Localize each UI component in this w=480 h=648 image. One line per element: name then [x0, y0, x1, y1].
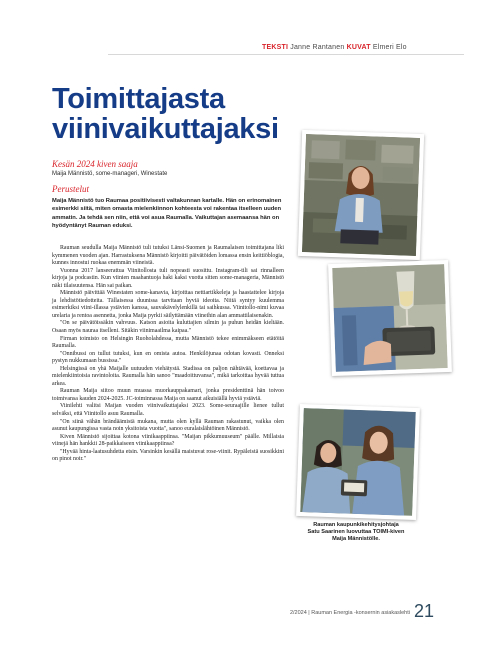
wine-glass-photo-image	[332, 264, 448, 372]
body-paragraph: "On siinä vähän brändäämistä mukana, mutta olen kyllä Rauman rakastunut, vaikka olen asunut kaupungissa vasta noin yksitoista vuotta", sanoo euralaislähtöinen Männistö.	[52, 418, 284, 433]
body-paragraph: Helsingissä on yhä Maijalle uutuuden viehätystä. Stadissa on paljon nähtävää, koettavaa ja mielenkiintoisia ravintoloita. Raumalla hän sanoo "maadoittuvansa", mikä tarkoittaa hyvää tuttua arkea.	[52, 365, 284, 387]
reasons-title: Perustelut	[52, 184, 89, 194]
credits-photo-author: Elmeri Elo	[372, 44, 407, 51]
body-paragraph: Viinilehti valitsi Maijan vuoden viinivaikuttajaksi 2023. Some-seuraajille lienee tullut selväksi, että Viinitollo asuu Raumalla.	[52, 403, 284, 418]
photo-portrait-stone-wall	[298, 130, 424, 260]
header-rule	[108, 54, 464, 55]
page-number: 21	[414, 601, 435, 621]
reasons-lead: Maija Männistö tuo Raumaa positiivisesti valtakunnan kartalle. Hän on erinomainen esimerkki siitä, miten omasta mielenkiinnon kohteesta voi rakentaa itselleen uuden ammatin. Ja tehdä sen niin, että voi asua Raumalla. Vaikuttajan asemaansa hän on hyödyntänyt Rauman eduksi.	[52, 198, 282, 230]
body-paragraph: Männistö päivittää Winestaten some-kanavia, kirjoittaa nettiartikkeleja ja haastattelee kirjoja ja lehdistötiedotteita. Tällaisessa duunissa tarvitaan hyviä ideoita. Niitä syntyy kuulemma esimerkiksi viini-illassa ystävien kanssa, sauvakävelylenkillä tai saihkussa. Viinitollo-nimi kuvaa urelaria ja rentoa asennetta, jonka Maija pyrkii säilyttämään viineihin alan ammattilaisenakin.	[52, 290, 284, 319]
headline-line-1: Toimittajasta	[52, 83, 225, 115]
award-recipient: Maija Männistö, some-manageri, Winestate	[52, 171, 168, 177]
award-photo-image	[300, 408, 416, 516]
photo-caption	[296, 522, 416, 543]
body-paragraph: Rauman seudulla Maija Männistö tuli tutuksi Länsi-Suomen ja Raumalaisen toimittajana liki kymmenen vuoden ajan. Harrastuksena Männistö kirjoitti päivätöiden lomassa ensin keittiöblogia, kunnes innostui ruokaa enemmän viineistä.	[52, 245, 284, 267]
caption-line-3: Maija Männistölle.	[332, 536, 380, 542]
body-paragraph: "Hyvää hinta-laatusuhdetta etsin. Varsinkin kesällä maistuvat rose-viinit. Rypäleistä suosikkini on pinot noir."	[52, 448, 284, 463]
credits-photo-label: KUVAT	[346, 44, 371, 51]
body-paragraph: Vuonna 2017 lanseerattua Viinitollosta tuli nopeasti suosittu. Instagram-tili sai rinnalleen kirjoja ja podcastin. Kun viinien maahantuoja haki kaksi vuotta sitten some-manageria, Männistö näki tilaisuutensa. Hän sai paikan.	[52, 267, 284, 289]
body-paragraph: Kiven Männistö sijoittaa kotona viinikaappiinsa. "Maijan pikkumuuseum" päälle. Millaisia viinejä hän hankkii 28-paikkaiseen viinikaappiinsa?	[52, 433, 284, 448]
body-paragraph: "On se päivätöissäkin vahvuus. Katson asioita kuluttajien silmin ja puhun heidän kieltään. Osaan myös nauraa itselleni. Sitäkin viinimaailma kaipaa."	[52, 320, 284, 335]
footer-publication: 2/2024 | Rauman Energia -konsernin asiakaslehti	[289, 610, 410, 616]
credits	[262, 44, 462, 51]
headline-line-2: viinivaikuttajaksi	[52, 113, 279, 145]
photo-wine-glass-stone	[328, 260, 452, 376]
article-body	[52, 245, 284, 464]
photo-award-handover	[296, 404, 420, 520]
award-title: Kesän 2024 kiven saaja	[52, 159, 138, 169]
caption-line-1: Rauman kaupunkikehitysjohtaja	[313, 522, 399, 528]
caption-line-2: Satu Saarinen luovuttaa TOIMI-kiven	[307, 529, 405, 535]
credits-text-author: Janne Rantanen	[290, 44, 345, 51]
body-paragraph: Rauman Maija siitoo muun muassa muorkauppakamari, jonka presidenttinä hän toivoo toimivansa kauden 2024-2025. JC-toiminnassa Maija on saanut aikuisiällä hyviä ystäviä.	[52, 388, 284, 402]
body-paragraph: Firman toimisto on Helsingin Ruoholahdessa, mutta Männistö tekee enimmäkseen etätöitä Raumalla.	[52, 335, 284, 350]
portrait-photo-image	[302, 134, 420, 256]
body-paragraph: "Onnibussi on tullut tutuksi, kun en omista autoa. Henkilöjunaa odotan kovasti. Onneksi pystyn nukkumaan bussissa."	[52, 350, 284, 365]
credits-text-label: TEKSTI	[262, 44, 289, 51]
